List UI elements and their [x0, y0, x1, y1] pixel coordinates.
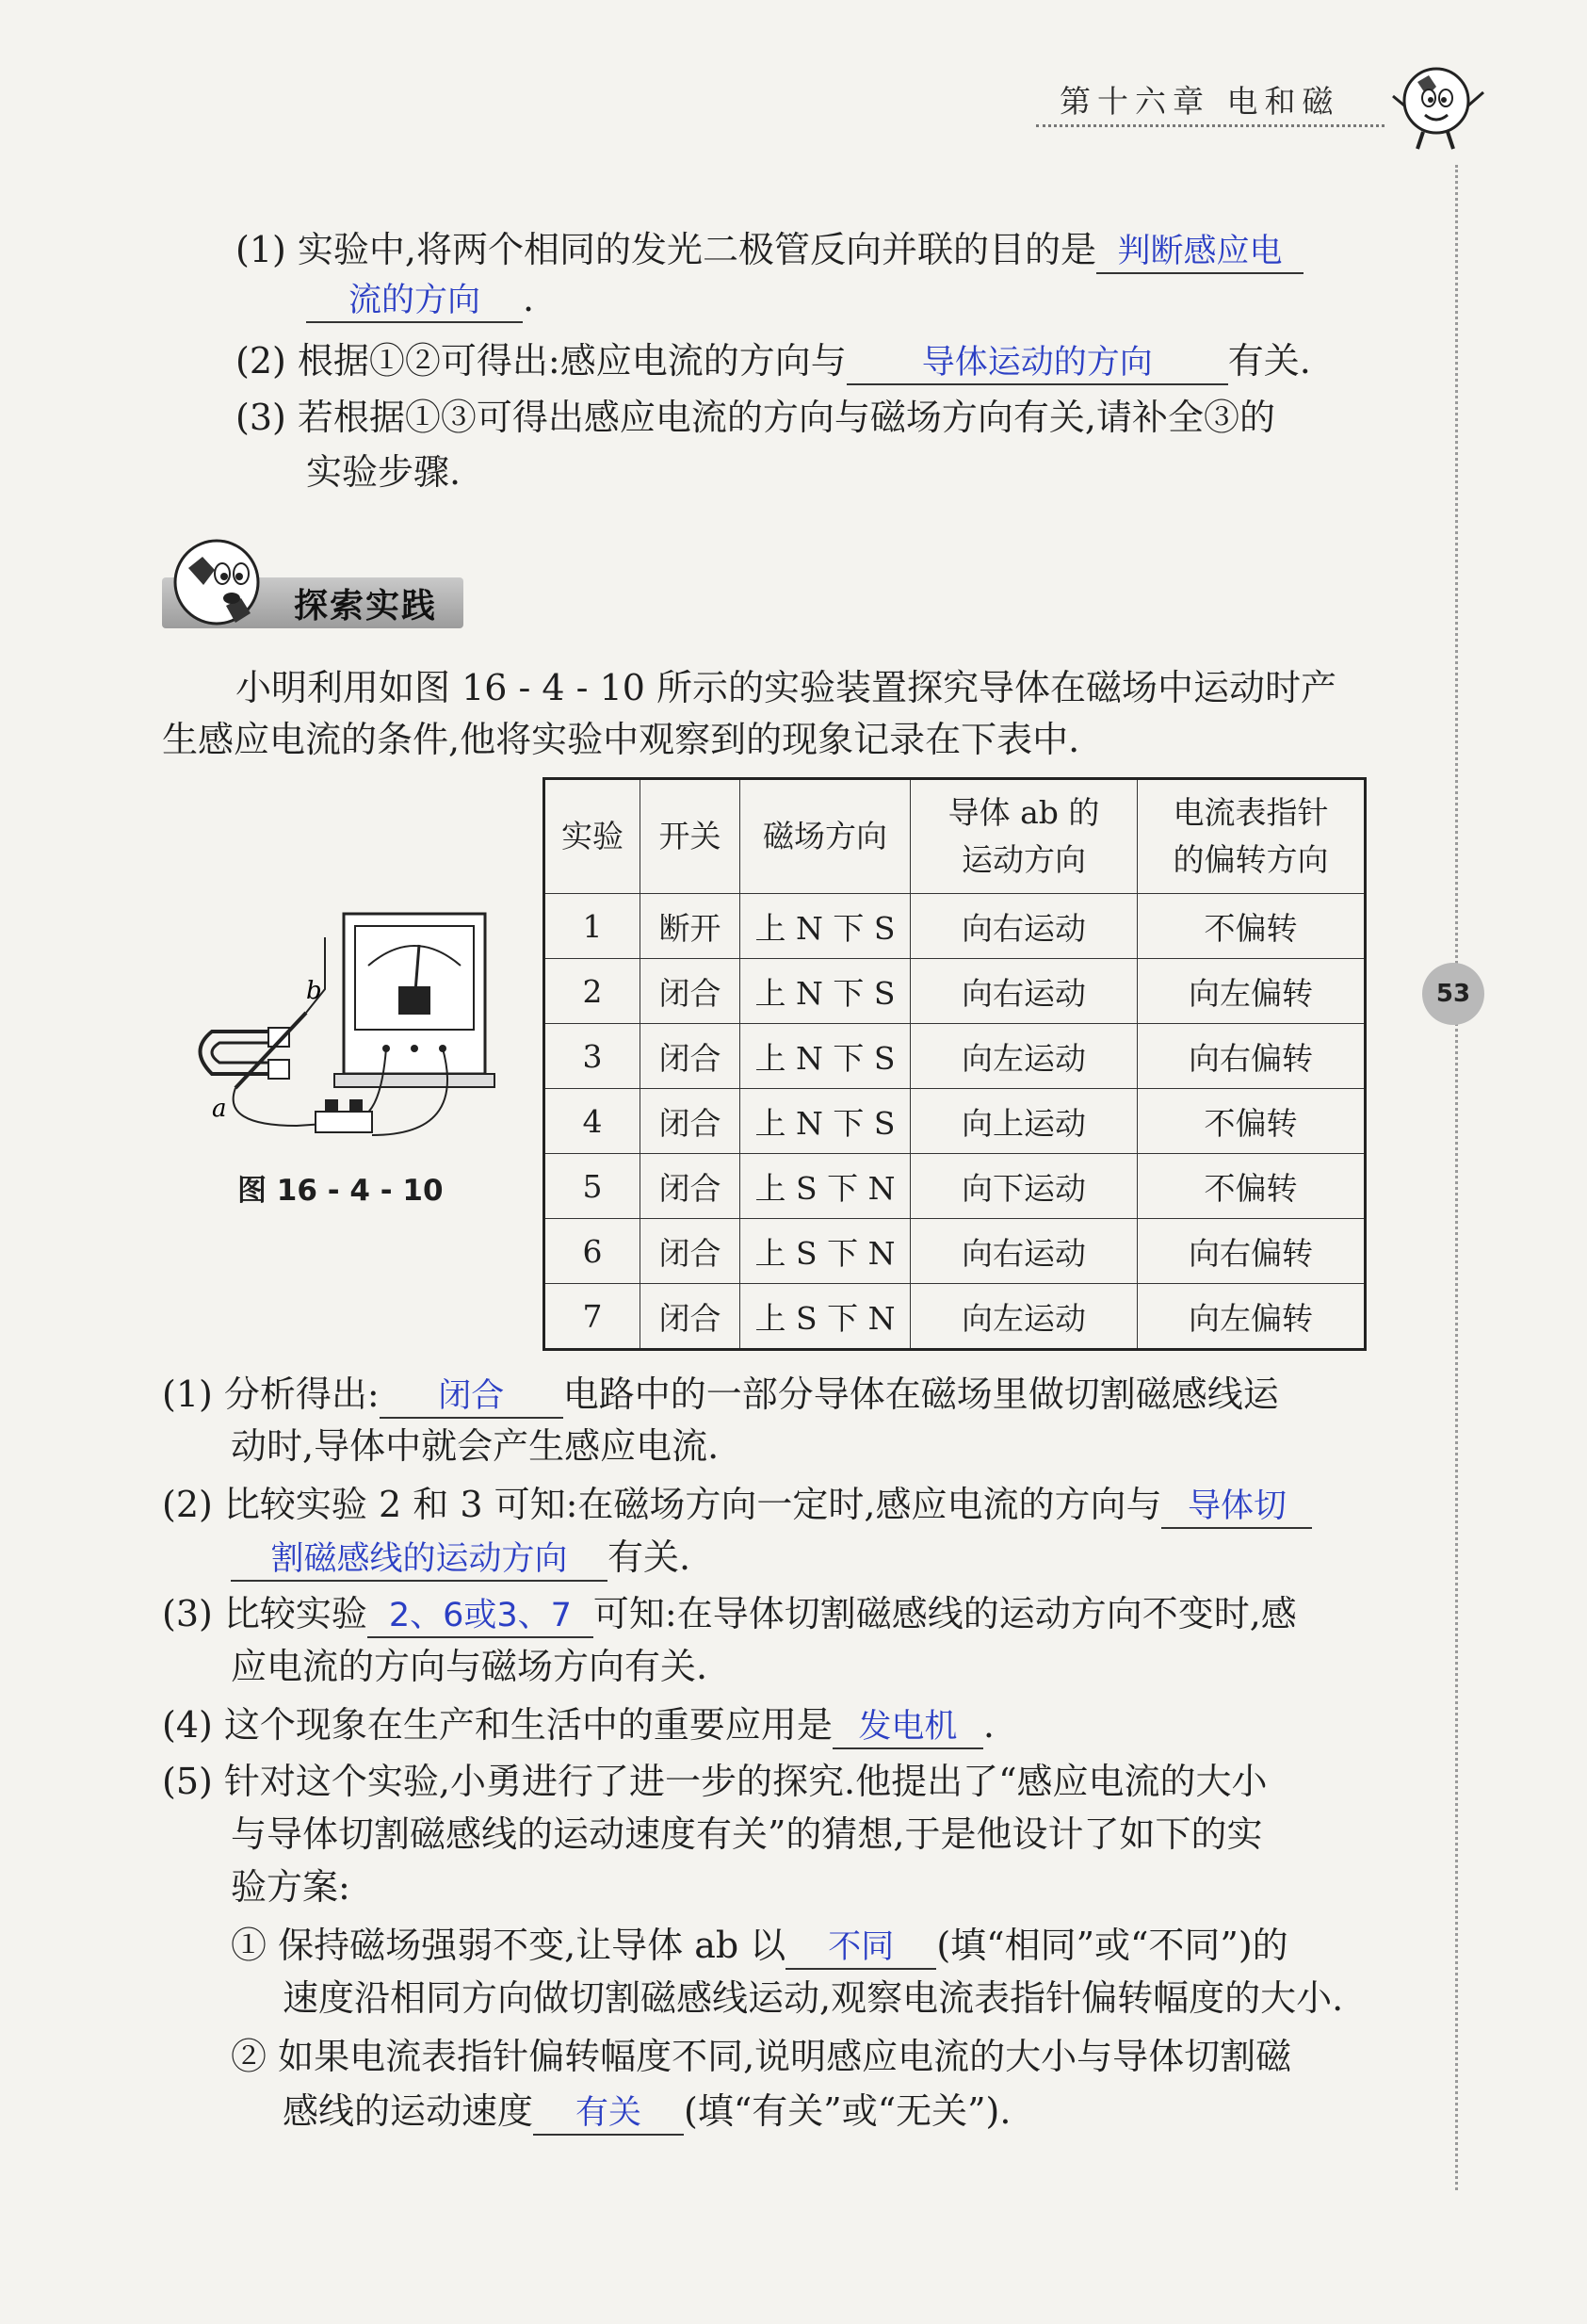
table-row — [544, 1154, 1366, 1219]
intro-line1: 小明利用如图 16 - 4 - 10 所示的实验装置探究导体在磁场中运动时产 — [235, 667, 1337, 708]
header-divider — [1036, 124, 1385, 127]
table-cell: 6 — [544, 1219, 640, 1284]
label-a: a — [212, 1095, 227, 1123]
q5-line2: 与导体切割磁感线的运动速度有关”的猜想,于是他设计了如下的实 — [231, 1813, 1263, 1855]
table-cell: 向右偏转 — [1138, 1024, 1366, 1089]
q2-line2: 割磁感线的运动方向 有关. — [231, 1534, 690, 1582]
experiment-apparatus-figure — [184, 900, 509, 1173]
q5-step1-answer: 不同 — [785, 1926, 936, 1970]
table-cell: 向左偏转 — [1138, 1284, 1366, 1350]
q2-line1: (2) 比较实验 2 和 3 可知:在磁场方向一定时,感应电流的方向与 导体切 — [162, 1481, 1312, 1529]
table-cell: 不偏转 — [1138, 1154, 1366, 1219]
table-cell: 向右运动 — [911, 959, 1138, 1024]
table-cell: 向右运动 — [911, 1219, 1138, 1284]
header-cell: 导体 ab 的 运动方向 — [911, 779, 1138, 894]
q5-line1: (5) 针对这个实验,小勇进行了进一步的探究.他提出了“感应电流的大小 — [162, 1761, 1268, 1802]
header-cell: 开关 — [640, 779, 740, 894]
table-cell: 闭合 — [640, 1284, 740, 1350]
table-cell: 向下运动 — [911, 1154, 1138, 1219]
table-cell: 断开 — [640, 894, 740, 959]
table-cell: 向左偏转 — [1138, 959, 1366, 1024]
q3-line2: 应电流的方向与磁场方向有关. — [231, 1646, 708, 1687]
table-row — [544, 1089, 1366, 1154]
q4: (4) 这个现象在生产和生活中的重要应用是 发电机 . — [162, 1701, 995, 1749]
table-cell: 向右偏转 — [1138, 1219, 1366, 1284]
q5-step1-line1: ① 保持磁场强弱不变,让导体 ab 以 不同 (填“相同”或“不同”)的 — [231, 1922, 1288, 1970]
prev-q1-answer-part2: 流的方向 — [306, 280, 523, 323]
prev-q2-answer: 导体运动的方向 — [847, 342, 1228, 385]
prev-q1-answer-part1: 判断感应电 — [1096, 231, 1304, 274]
q1-line2: 动时,导体中就会产生感应电流. — [231, 1425, 720, 1467]
header-cell: 电流表指针 的偏转方向 — [1138, 779, 1366, 894]
q5-step2-line1: ② 如果电流表指针偏转幅度不同,说明感应电流的大小与导体切割磁 — [231, 2036, 1292, 2077]
q5-line3: 验方案: — [231, 1866, 350, 1908]
mascot-ball-icon — [1389, 58, 1493, 153]
table-row — [544, 959, 1366, 1024]
table-cell: 向右运动 — [911, 894, 1138, 959]
table-cell: 3 — [544, 1024, 640, 1089]
table-row — [544, 1024, 1366, 1089]
prev-q3-line1: (3) 若根据①③可得出感应电流的方向与磁场方向有关,请补全③的 — [235, 397, 1275, 438]
table-cell: 上 S 下 N — [740, 1154, 911, 1219]
prev-q2: (2) 根据①②可得出:感应电流的方向与 导体运动的方向 有关. — [235, 337, 1311, 385]
soccer-ball-mascot-icon — [170, 530, 283, 634]
table-cell: 闭合 — [640, 1219, 740, 1284]
q1-answer: 闭合 — [380, 1375, 563, 1419]
table-cell: 向左运动 — [911, 1024, 1138, 1089]
prev-q3-line2: 实验步骤. — [306, 451, 462, 493]
table-cell: 上 S 下 N — [740, 1284, 911, 1350]
margin-divider — [1455, 165, 1458, 2190]
section-title: 探索实践 — [294, 587, 438, 626]
table-cell: 向上运动 — [911, 1089, 1138, 1154]
table-cell: 闭合 — [640, 959, 740, 1024]
table-cell: 7 — [544, 1284, 640, 1350]
table-cell: 不偏转 — [1138, 894, 1366, 959]
table-row — [544, 1219, 1366, 1284]
table-cell: 闭合 — [640, 1089, 740, 1154]
header-cell: 实验 — [544, 779, 640, 894]
label-b: b — [306, 977, 322, 1005]
table-cell: 向左运动 — [911, 1284, 1138, 1350]
table-cell: 4 — [544, 1089, 640, 1154]
table-cell: 1 — [544, 894, 640, 959]
table-cell: 不偏转 — [1138, 1089, 1366, 1154]
table-header-row — [544, 779, 1366, 894]
q2-answer-part2: 割磁感线的运动方向 — [231, 1538, 607, 1582]
intro-line2: 生感应电流的条件,他将实验中观察到的现象记录在下表中. — [162, 719, 1080, 760]
table-cell: 2 — [544, 959, 640, 1024]
q3-line1: (3) 比较实验 2、6或3、7 可知:在导体切割磁感线的运动方向不变时,感 — [162, 1590, 1297, 1638]
q1-line1: (1) 分析得出: 闭合 电路中的一部分导体在磁场里做切割磁感线运 — [162, 1371, 1279, 1419]
table-cell: 上 N 下 S — [740, 959, 911, 1024]
table-row — [544, 894, 1366, 959]
q5-step2-line2: 感线的运动速度 有关 (填“有关”或“无关”). — [283, 2088, 1011, 2136]
switch — [316, 1099, 372, 1132]
table-cell: 上 N 下 S — [740, 1089, 911, 1154]
table-cell: 上 N 下 S — [740, 1024, 911, 1089]
page-number-badge: 53 — [1422, 963, 1484, 1025]
q5-step2-answer: 有关 — [533, 2092, 684, 2136]
q5-step1-line2: 速度沿相同方向做切割磁感线运动,观察电流表指针偏转幅度的大小. — [283, 1977, 1344, 2019]
q2-answer-part1: 导体切 — [1161, 1486, 1312, 1529]
prev-q1-line2: 流的方向 . — [306, 275, 534, 323]
table-row — [544, 1284, 1366, 1350]
prev-q1-line1: (1) 实验中,将两个相同的发光二极管反向并联的目的是 判断感应电 — [235, 226, 1304, 274]
header-cell: 磁场方向 — [740, 779, 911, 894]
q3-answer: 2、6或3、7 — [367, 1595, 593, 1638]
section-banner — [162, 530, 463, 634]
galvanometer — [334, 914, 494, 1087]
figure-caption: 图 16 - 4 - 10 — [237, 1174, 444, 1208]
table-cell: 5 — [544, 1154, 640, 1219]
observation-table — [542, 777, 1367, 1351]
table-cell: 闭合 — [640, 1024, 740, 1089]
table-cell: 上 S 下 N — [740, 1219, 911, 1284]
table-cell: 闭合 — [640, 1154, 740, 1219]
chapter-title: 第十六章 电和磁 — [1060, 83, 1340, 120]
q4-answer: 发电机 — [833, 1706, 983, 1749]
horseshoe-magnet — [201, 1028, 290, 1079]
table-cell: 上 N 下 S — [740, 894, 911, 959]
